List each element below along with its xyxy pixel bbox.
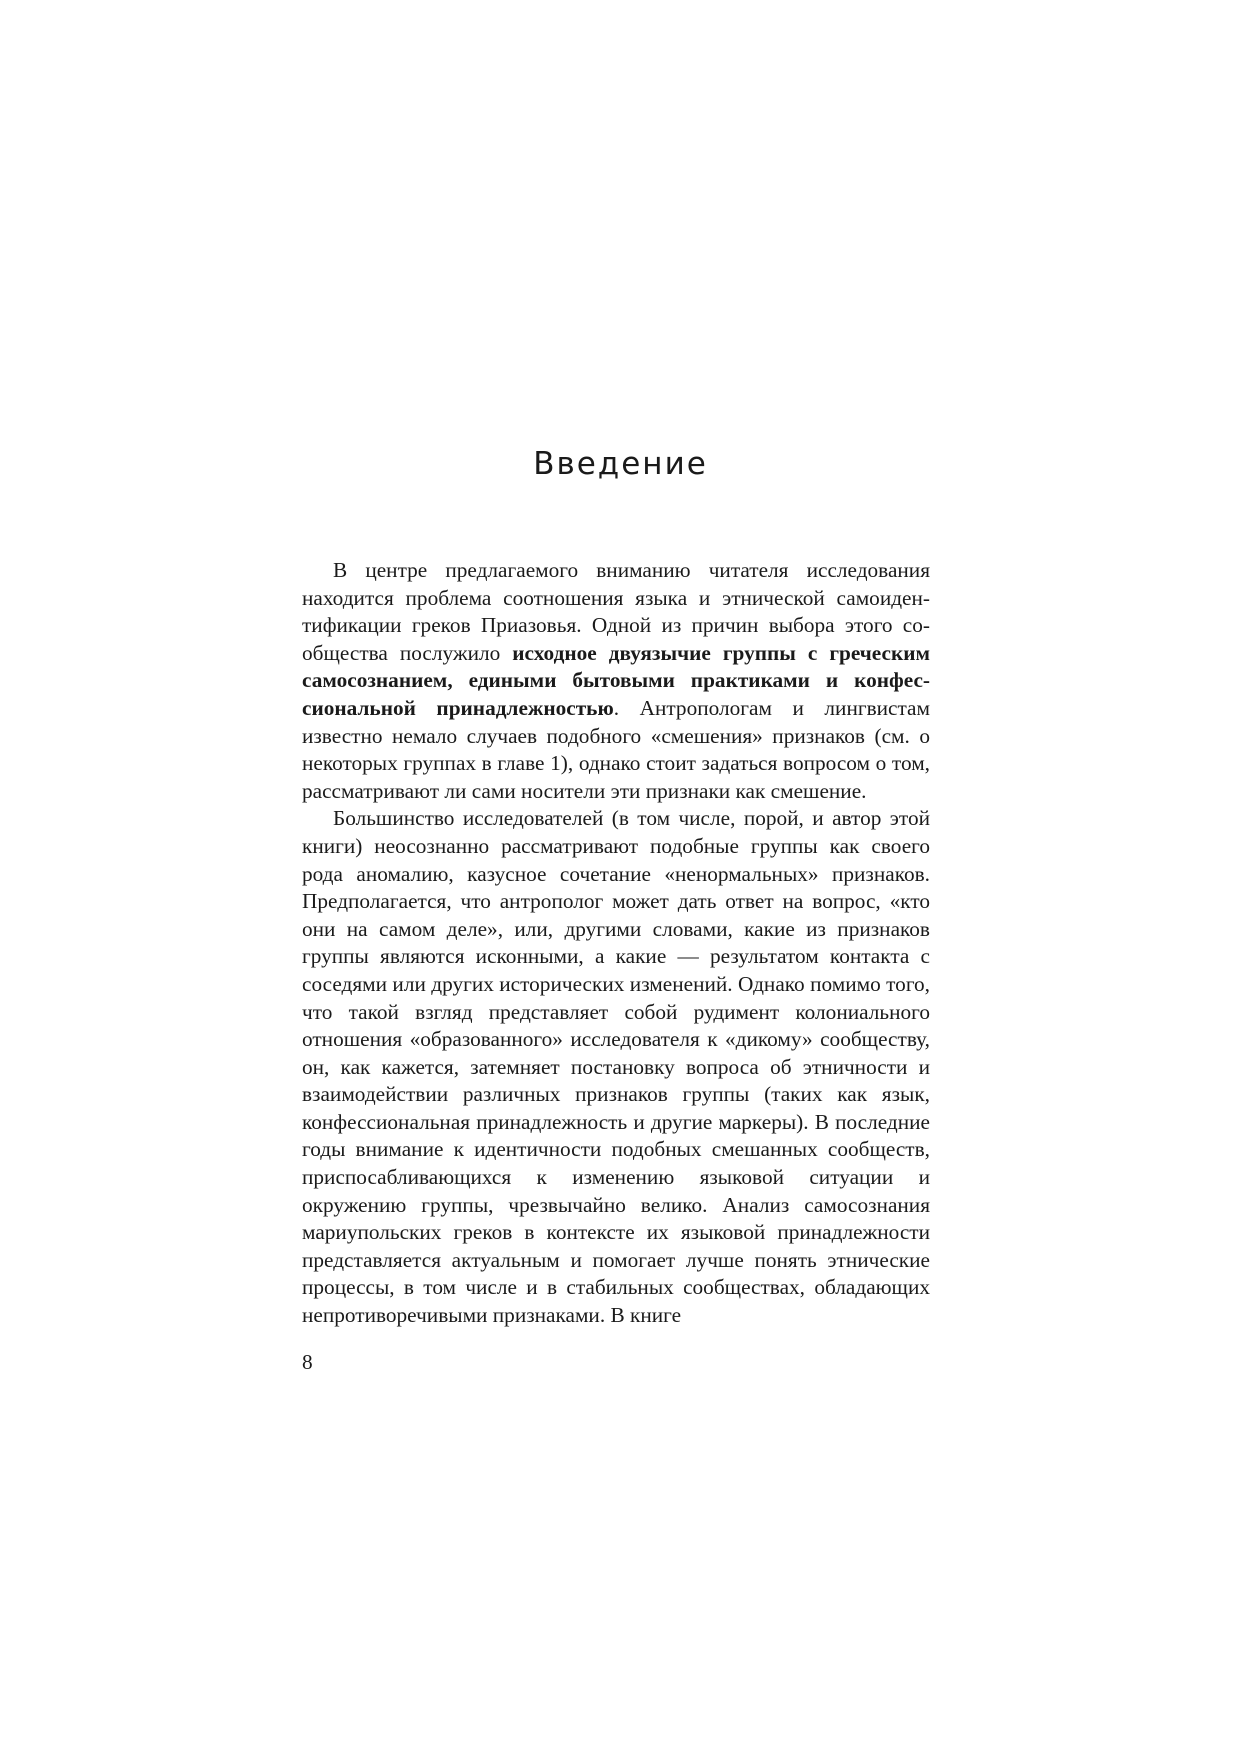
paragraph-1-emphasis: исходное двуязычие группы с греческим самосознанием, едиными бытовыми практиками и конфессиональной принадлежностью — [302, 640, 930, 720]
paragraph-1-text-end: . Антропологам и лингвистам известно немало случаев подобного «смешения» признаков (см. о некоторых группах в главе 1), однако стоит задаться вопросом о том, рассматривают ли сами носители эти признаки как смешение. — [302, 695, 930, 803]
page-number: 8 — [302, 1350, 313, 1374]
paragraph-1 — [302, 557, 930, 805]
body-text — [302, 557, 930, 1330]
paragraph-1-text-start: В центре предлагаемого вниманию читателя исследования находится проблема соотношения языка и этнической самоидентификации греков Приазовья. Одной из причин выбора этого сообщества послужило — [302, 558, 930, 665]
chapter-title: Введение — [533, 446, 708, 482]
paragraph-2: Большинство исследователей (в том числе, порой, и автор этой книги) неосознанно рассматривают подобные группы как своего рода аномалию, казусное сочетание «ненормальных» признаков. Предполагается, что антрополог может дать ответ на вопрос, «кто они на самом деле», или, другими словами, какие из признаков группы являются исконными, а какие — результатом контакта с соседями или других исторических изменений. Однако помимо того, что такой взгляд представляет собой рудимент колониального отношения «образованного» исследователя к «дикому» сообществу, он, как кажется, затемняет постановку вопроса об этничности и взаимодействии различных признаков группы (таких как язык, конфессиональная принадлежность и другие маркеры). В последние годы внимание к идентичности подобных смешанных сообществ, приспосабливающихся к изменению языковой ситуации и окружению группы, чрезвычайно велико. Анализ самосознания мариупольских греков в контексте их языковой принадлежности представляется актуальным и помогает лучше понять этнические процессы, в том числе и в стабильных сообществах, обладающих непротиворечивыми признаками. В книге — [302, 806, 930, 1328]
